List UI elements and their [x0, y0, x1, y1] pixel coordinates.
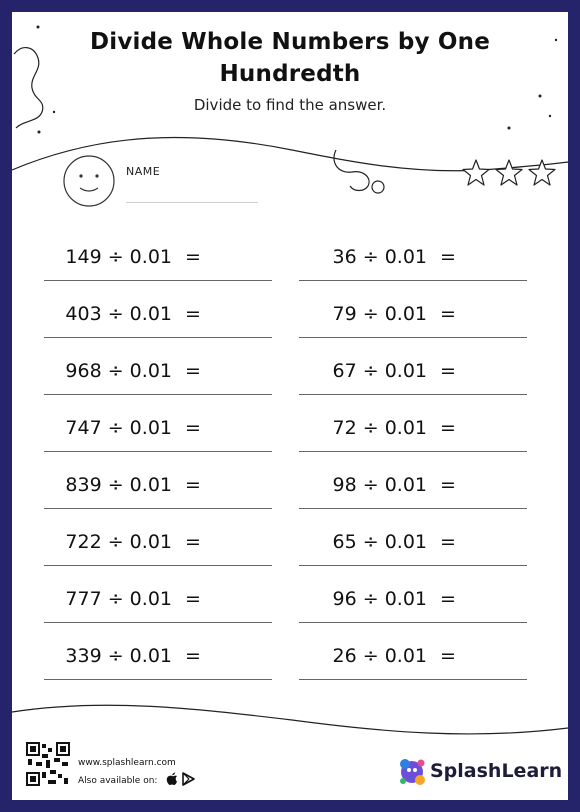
problem-right-3[interactable]: [299, 360, 527, 395]
problem-left-2[interactable]: [44, 303, 272, 338]
equals-sign: =: [440, 246, 456, 268]
equals-sign: =: [185, 360, 201, 382]
problem-right-6[interactable]: [299, 531, 527, 566]
problem-expression: 722 ÷ 0.01: [65, 531, 172, 553]
problem-expression: 65 ÷ 0.01: [332, 531, 427, 553]
problem-right-8[interactable]: [299, 645, 527, 680]
problem-left-7[interactable]: [44, 588, 272, 623]
equals-sign: =: [440, 588, 456, 610]
problem-expression: 36 ÷ 0.01: [332, 246, 427, 268]
problem-expression: 149 ÷ 0.01: [65, 246, 172, 268]
problem-expression: 26 ÷ 0.01: [332, 645, 427, 667]
problem-expression: 403 ÷ 0.01: [65, 303, 172, 325]
available-on-label: Also available on:: [78, 776, 158, 786]
equals-sign: =: [440, 303, 456, 325]
name-label: NAME: [126, 165, 161, 178]
equals-sign: =: [185, 645, 201, 667]
problem-expression: 98 ÷ 0.01: [332, 474, 427, 496]
problem-left-5[interactable]: [44, 474, 272, 509]
star-icon: [527, 158, 557, 188]
problem-left-3[interactable]: [44, 360, 272, 395]
equals-sign: =: [440, 417, 456, 439]
equals-sign: =: [185, 303, 201, 325]
problem-expression: 839 ÷ 0.01: [65, 474, 172, 496]
smiley-face-icon: [62, 154, 116, 208]
problem-left-1[interactable]: [44, 246, 272, 281]
problem-expression: 96 ÷ 0.01: [332, 588, 427, 610]
problem-expression: 339 ÷ 0.01: [65, 645, 172, 667]
problem-left-6[interactable]: [44, 531, 272, 566]
name-field[interactable]: [126, 202, 258, 203]
star-icon: [461, 158, 491, 188]
problem-right-1[interactable]: [299, 246, 527, 281]
problem-left-4[interactable]: [44, 417, 272, 452]
apple-icon[interactable]: [167, 773, 177, 786]
problem-expression: 79 ÷ 0.01: [332, 303, 427, 325]
play-store-icon[interactable]: [183, 773, 194, 785]
title-line-1: Divide Whole Numbers by One: [89, 29, 491, 55]
website-url[interactable]: www.splashlearn.com: [78, 758, 176, 768]
problem-right-5[interactable]: [299, 474, 527, 509]
star-icon: [494, 158, 524, 188]
equals-sign: =: [185, 531, 201, 553]
equals-sign: =: [440, 360, 456, 382]
equals-sign: =: [185, 588, 201, 610]
problem-expression: 72 ÷ 0.01: [332, 417, 427, 439]
store-icons: [166, 772, 196, 786]
instructions: Divide to find the answer.: [193, 96, 387, 114]
qr-code-icon: [26, 742, 70, 786]
page-title: [12, 26, 568, 90]
problem-expression: 968 ÷ 0.01: [65, 360, 172, 382]
problem-right-4[interactable]: [299, 417, 527, 452]
problem-expression: 777 ÷ 0.01: [65, 588, 172, 610]
brand-name: SplashLearn: [430, 760, 563, 782]
worksheet-page: [12, 12, 568, 800]
decorative-background: [12, 12, 568, 800]
equals-sign: =: [440, 645, 456, 667]
problem-expression: 67 ÷ 0.01: [332, 360, 427, 382]
equals-sign: =: [185, 246, 201, 268]
equals-sign: =: [185, 474, 201, 496]
problem-right-7[interactable]: [299, 588, 527, 623]
problem-right-2[interactable]: [299, 303, 527, 338]
problem-left-8[interactable]: [44, 645, 272, 680]
splashlearn-logo-icon: [396, 756, 428, 788]
title-line-2: Hundredth: [219, 61, 361, 87]
equals-sign: =: [440, 531, 456, 553]
equals-sign: =: [440, 474, 456, 496]
problem-expression: 747 ÷ 0.01: [65, 417, 172, 439]
equals-sign: =: [185, 417, 201, 439]
